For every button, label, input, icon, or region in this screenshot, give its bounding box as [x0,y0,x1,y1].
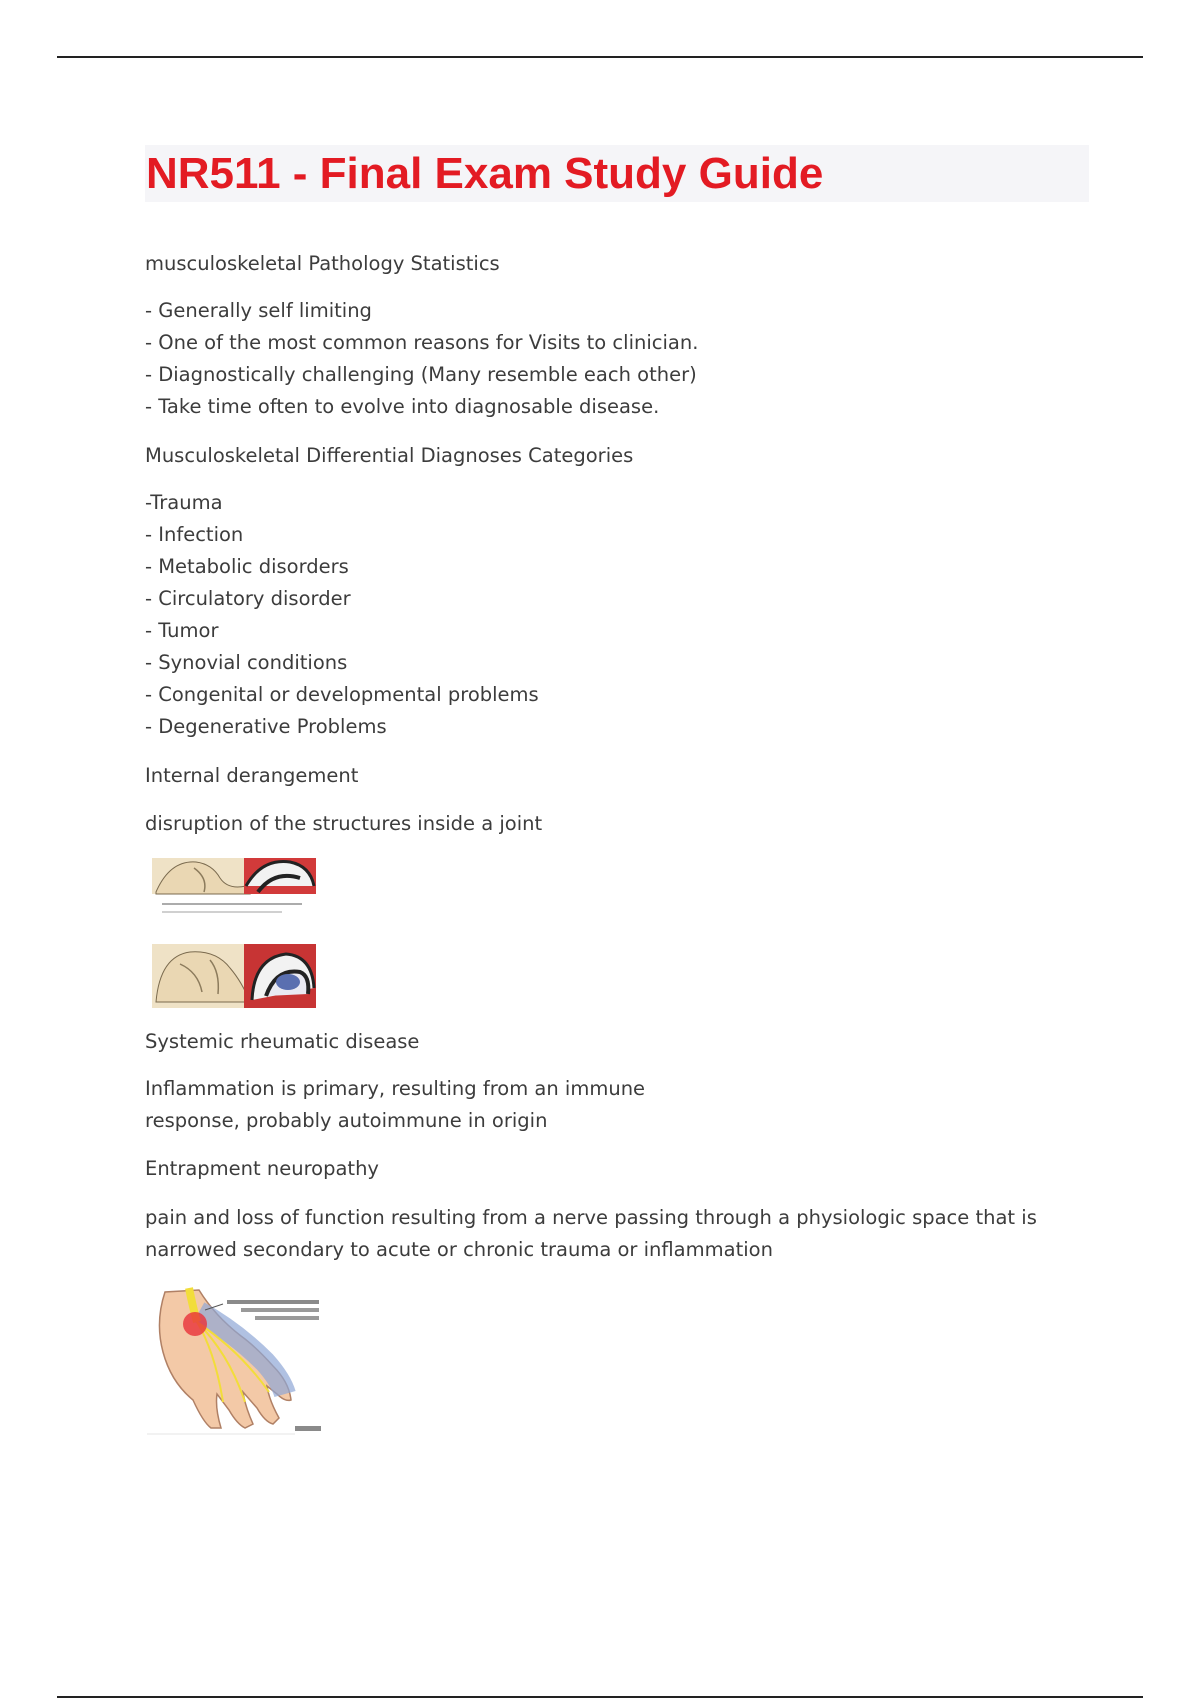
list-item: - Circulatory disorder [145,587,351,610]
tmj-closed-figure [150,856,318,924]
header-rule [57,56,1143,58]
list-item: - Take time often to evolve into diagnosable disease. [145,395,660,418]
median-nerve-hand-figure [145,1282,330,1437]
list-item: - Degenerative Problems [145,715,387,738]
differential-list [145,487,539,743]
list-item: -Trauma [145,491,223,514]
document-title: NR511 - Final Exam Study Guide [146,149,824,198]
systemic-rheumatic-line-2: response, probably autoimmune in origin [145,1109,548,1132]
footer-rule [57,1696,1143,1698]
list-item: - Synovial conditions [145,651,348,674]
section-heading-systemic-rheumatic: Systemic rheumatic disease [145,1030,420,1053]
list-item: - Infection [145,523,244,546]
list-item: - Generally self limiting [145,299,372,322]
section-heading-entrapment-neuropathy: Entrapment neuropathy [145,1157,379,1180]
entrapment-line-2: narrowed secondary to acute or chronic trauma or inflammation [145,1238,773,1261]
list-item: - Metabolic disorders [145,555,349,578]
section-heading-differential: Musculoskeletal Differential Diagnoses Categories [145,444,634,467]
section-heading-statistics: musculoskeletal Pathology Statistics [145,252,500,275]
list-item: - One of the most common reasons for Visits to clinician. [145,331,699,354]
list-item: - Tumor [145,619,219,642]
internal-derangement-definition: disruption of the structures inside a joint [145,812,543,835]
list-item: - Congenital or developmental problems [145,683,539,706]
list-item: - Diagnostically challenging (Many resemble each other) [145,363,697,386]
entrapment-line-1: pain and loss of function resulting from a nerve passing through a physiologic space that is [145,1206,1037,1229]
section-heading-internal-derangement: Internal derangement [145,764,359,787]
tmj-open-figure [150,942,318,1010]
statistics-list [145,295,698,423]
systemic-rheumatic-line-1: Inflammation is primary, resulting from an immune [145,1077,646,1100]
